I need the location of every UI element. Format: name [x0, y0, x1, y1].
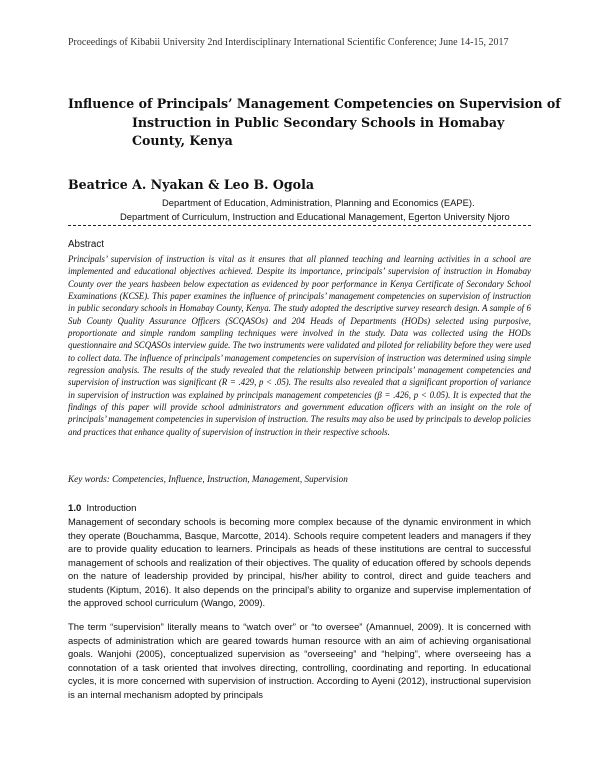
authors: Beatrice A. Nyakan & Leo B. Ogola — [68, 177, 315, 192]
abstract-text: Principals’ supervision of instruction is vital as it ensures that all planned teaching and learning activities in a school are implemented and educational objectives achieved. Despite its importance, principals’ supervision of instruction in Homabay County over the years hasbeen below expectation as evidenced by poor performance in Kenya Certificate of Secondary School Examinations (KCSE). This paper examines the influence of principals’ management competencies on supervision of instruction in public secondary schools in Homabay County, Kenya. The study adopted the descriptive survey research design. A sample of 6 Sub County Quality Assurance Officers (SCQASOs) and 204 Heads of Departments (HODs) selected using purposive, proportionate and simple random sampling techniques were involved in the study. Data was collected using the HODs questionnaire and SCQASOs interview guide. The two instruments were validated and piloted for reliability before they were used to collect data. The influence of principals’ management competencies on supervision of instruction was determined using simple regression analysis. The results of the study revealed that the relationship between principals’ management competencies and supervision of instruction was significant (R = .429, p < .05). The results also revealed that a significant proportion of variance in supervision of instruction was explained by principals management competencies (β = .426, p < 0.05). It is expected that the findings of this paper will provide school administrators and government education officers with an insight on the role of principals’ management competencies in supervision of instruction. The results may also be used by principals to develop policies and practices that enhance quality of supervision of instruction in their respective schools. — [68, 254, 531, 437]
paper-title — [68, 95, 561, 151]
section-title: Introduction — [86, 503, 137, 514]
section-heading — [68, 503, 136, 514]
title-line-1: Influence of Principals’ Management Competencies on Supervision of — [68, 96, 561, 111]
affiliation-1: Department of Education, Administration, Planning and Economics (EAPE). — [162, 197, 475, 208]
proceedings-header: Proceedings of Kibabii University 2nd Interdisciplinary International Scientific Conference; June 14-15, 2017 — [68, 37, 509, 48]
divider — [68, 225, 531, 226]
intro-paragraph-2: The term “supervision” literally means to “watch over” or “to oversee” (Amannuel, 2009). It is concerned with aspects of administration which are geared towards human resource with an aim of achieving organisational goals. Wanjohi (2005), conceptualized supervision as “overseeing” and “helping”, where overseeing has a connotation of a task oriented that involves directing, controlling, coordinating and reporting. In educational cycles, it is more concerned with supervision of instruction. According to Ayeni (2012), instructional supervision is an internal mechanism adopted by principals — [68, 621, 531, 700]
affiliation-2: Department of Curriculum, Instruction and Educational Management, Egerton University Njoro — [120, 211, 510, 222]
keywords-value: Competencies, Influence, Instruction, Management, Supervision — [112, 474, 348, 484]
intro-paragraph-1: Management of secondary schools is becoming more complex because of the dynamic environment in which they operate (Bouchamma, Basque, Marcotte, 2014). Schools require competent leaders and managers if they are to provide quality education to learners. Principals as heads of these institutions are central to successful management of schools and realization of their objectives. The quality of education offered by schools depends on the nature of leadership provided by principal, his/her ability to control, direct and guide teachers and students (Kiptum, 2016). It also depends on the principal’s ability to organize and supervise implementation of the approved school curriculum (Wango, 2009). — [68, 516, 531, 608]
keywords — [68, 474, 531, 484]
title-line-2: Instruction in Public Secondary Schools in Homabay County, Kenya — [132, 114, 505, 148]
section-number: 1.0 — [68, 503, 82, 514]
abstract-heading: Abstract — [68, 239, 104, 250]
keywords-label: Key words: — [68, 474, 110, 484]
